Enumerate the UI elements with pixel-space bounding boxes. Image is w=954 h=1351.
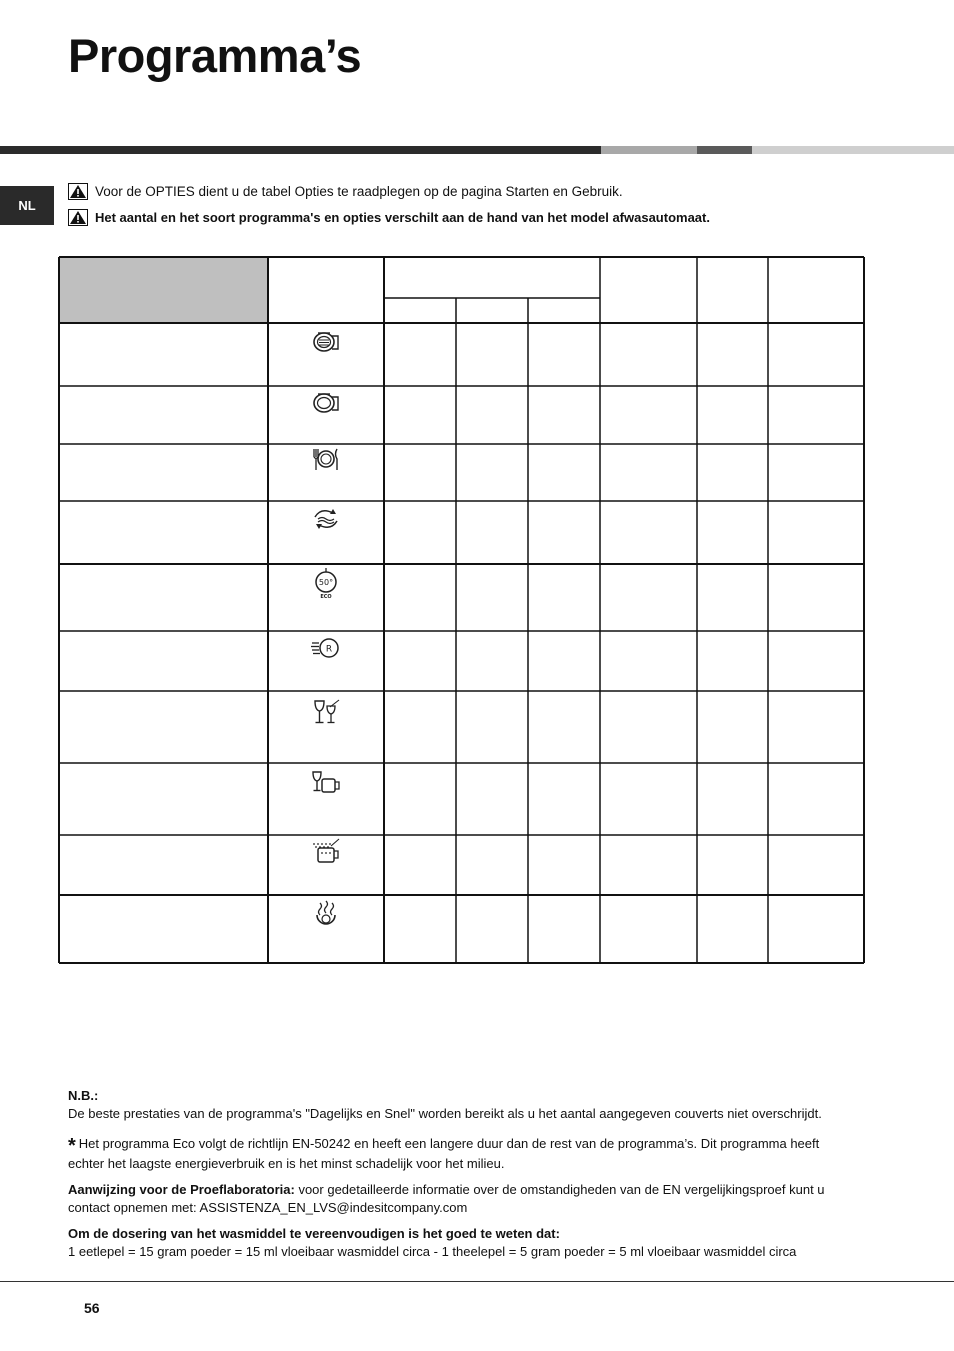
dosing-label: Om de dosering van het wasmiddel te vereenvoudigen is het goed te weten dat: (68, 1226, 560, 1241)
table-row (268, 889, 384, 940)
steam-icon (310, 899, 342, 931)
table-grid (58, 256, 866, 966)
eco-50-icon (310, 567, 342, 599)
table-row (268, 495, 384, 542)
dosing-text: 1 eetlepel = 15 gram poeder = 15 ml vloeibaar wasmiddel circa - 1 theelepel = 5 gram poeder = 5 ml vloeibaar wasmiddel circa (68, 1244, 797, 1259)
program-table (58, 256, 866, 966)
rapid-icon (310, 632, 342, 664)
eco-cycle-icon (310, 503, 342, 535)
warning-text-2: Het aantal en het soort programma's en opties verschilt aan de hand van het model afwasautomaat. (95, 210, 710, 225)
header-rule-pale (752, 146, 954, 154)
warning-triangle-icon (68, 209, 88, 226)
lab-label: Aanwijzing voor de Proeflaboratoria: (68, 1182, 295, 1197)
page-title: Programma’s (68, 29, 362, 82)
table-row (268, 685, 384, 739)
table-row (268, 380, 384, 424)
table-row (268, 829, 384, 874)
header-shaded-cell (59, 257, 268, 323)
table-row (268, 317, 384, 364)
plate-cutlery-icon (310, 443, 342, 475)
page-number: 56 (84, 1300, 100, 1316)
table-row (268, 438, 384, 481)
warning-text-1: Voor de OPTIES dient u de tabel Opties te raadplegen op de pagina Starten en Gebruik. (95, 184, 623, 199)
soak-icon (310, 836, 342, 868)
notes-section (68, 1087, 868, 1261)
eco-text-line-1: Het programma Eco volgt de richtlijn EN-50242 en heeft een langere duur dan de rest van de programma’s. Dit programma heeft (78, 1136, 820, 1151)
nb-label: N.B.: (68, 1088, 99, 1103)
table-row (268, 558, 384, 608)
table-row (268, 757, 384, 811)
header-rule-mid (697, 146, 752, 154)
header-rule-dark (0, 146, 601, 154)
table-row (268, 625, 384, 670)
glasses-icon (310, 696, 342, 728)
header-rule-light (601, 146, 697, 154)
warning-line-2 (68, 209, 710, 226)
warning-triangle-icon (68, 183, 88, 200)
footer-rule (0, 1281, 954, 1282)
lab-text: voor gedetailleerde informatie over de omstandigheden van de EN vergelijkingsproef kunt u contact opnemen met: ASSISTENZA_EN_LVS@indesitcompany.com (68, 1182, 825, 1215)
pan-icon (310, 386, 342, 418)
eco-text-line-2: echter het laagste energieverbruik en is het minst schadelijk voor het milieu. (68, 1156, 505, 1171)
intensive-pan-icon (310, 325, 342, 357)
nb-text: De beste prestaties van de programma's "Dagelijks en Snel" worden bereikt als u het aantal aangegeven couverts niet overschrijdt. (68, 1106, 822, 1121)
asterisk: * (68, 1135, 76, 1157)
glass-pan-icon (310, 768, 342, 800)
language-tab: NL (0, 186, 54, 225)
warning-line-1 (68, 183, 623, 200)
